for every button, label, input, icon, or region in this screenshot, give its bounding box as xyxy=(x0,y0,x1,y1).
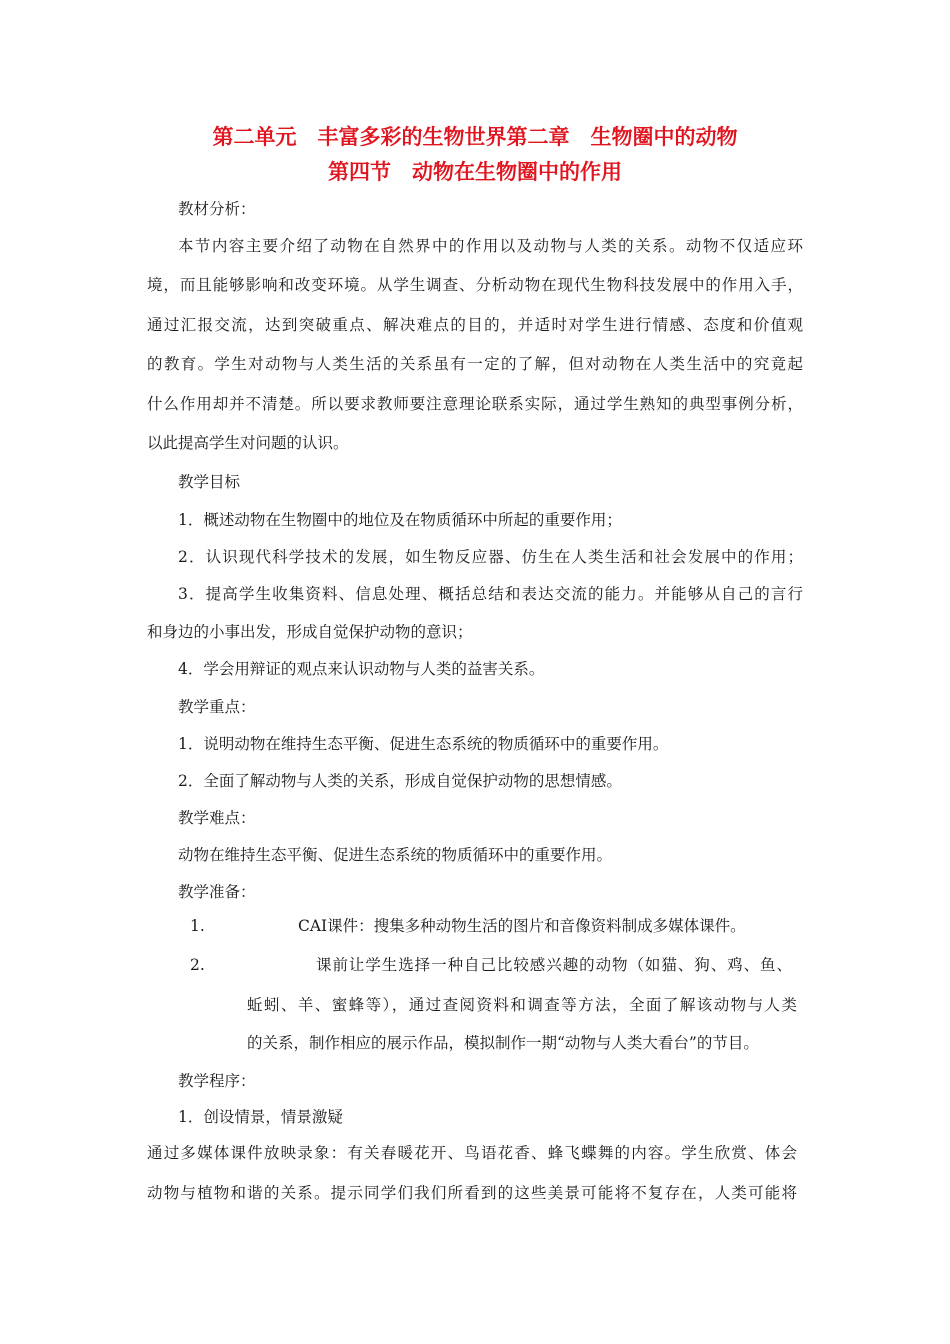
preparation-item-text: 蚯蚓、羊、蜜蜂等），通过查阅资料和调查等方法，全面了解该动物与人类 xyxy=(247,996,797,1014)
document-title-line-1: 第二单元 丰富多彩的生物世界第二章 生物圈中的动物 xyxy=(212,125,738,149)
analysis-paragraph-line: 以此提高学生对问题的认识。 xyxy=(147,434,349,452)
document-title-line-2: 第四节 动物在生物圈中的作用 xyxy=(328,160,622,184)
preparation-heading: 教学准备： xyxy=(178,883,256,901)
objective-item: 2．认识现代科学技术的发展，如生物反应器、仿生在人类生活和社会发展中的作用； xyxy=(178,548,803,566)
key-point-item: 1．说明动物在维持生态平衡、促进生态系统的物质循环中的重要作用。 xyxy=(178,735,669,753)
key-points-heading: 教学重点： xyxy=(178,698,256,716)
analysis-paragraph-line: 的教育。学生对动物与人类生活的关系虽有一定的了解，但对动物在人类生活中的究竟起 xyxy=(147,355,803,373)
objective-item: 1．概述动物在生物圈中的地位及在物质循环中所起的重要作用； xyxy=(178,511,622,529)
key-point-item: 2．全面了解动物与人类的关系，形成自觉保护动物的思想情感。 xyxy=(178,772,622,790)
procedure-step-title: 1．创设情景，情景激疑 xyxy=(178,1108,343,1126)
analysis-paragraph-line: 什么作用却并不清楚。所以要求教师要注意理论联系实际，通过学生熟知的典型事例分析， xyxy=(147,395,803,413)
analysis-paragraph-line: 本节内容主要介绍了动物在自然界中的作用以及动物与人类的关系。动物不仅适应环 xyxy=(178,237,803,255)
objective-item-continued: 和身边的小事出发，形成自觉保护动物的意识； xyxy=(147,623,473,641)
objectives-heading: 教学目标 xyxy=(178,473,241,491)
objective-item: 3．提高学生收集资料、信息处理、概括总结和表达交流的能力。并能够从自己的言行 xyxy=(178,585,803,603)
procedure-heading: 教学程序： xyxy=(178,1072,256,1090)
preparation-item-number: 1. xyxy=(190,917,205,935)
analysis-paragraph-line: 通过汇报交流，达到突破重点、解决难点的目的，并适时对学生进行情感、态度和价值观 xyxy=(147,316,803,334)
objective-item: 4．学会用辩证的观点来认识动物与人类的益害关系。 xyxy=(178,660,545,678)
preparation-item-text: 的关系，制作相应的展示作品，模拟制作一期“动物与人类大看台”的节目。 xyxy=(247,1034,759,1052)
procedure-paragraph-line: 通过多媒体课件放映录象：有关春暖花开、鸟语花香、蜂飞蝶舞的内容。学生欣赏、体会 xyxy=(147,1144,797,1162)
analysis-paragraph-line: 境，而且能够影响和改变环境。从学生调查、分析动物在现代生物科技发展中的作用入手， xyxy=(147,276,803,294)
preparation-item-text: 课前让学生选择一种自己比较感兴趣的动物（如猫、狗、鸡、鱼、 xyxy=(316,956,792,974)
difficulty-item: 动物在维持生态平衡、促进生态系统的物质循环中的重要作用。 xyxy=(178,846,613,864)
preparation-item-text: CAI课件：搜集多种动物生活的图片和音像资料制成多媒体课件。 xyxy=(298,917,746,935)
preparation-item-number: 2. xyxy=(190,956,205,974)
difficulties-heading: 教学难点： xyxy=(178,809,256,827)
analysis-heading: 教材分析： xyxy=(178,200,256,218)
procedure-paragraph-line: 动物与植物和谐的关系。提示同学们我们所看到的这些美景可能将不复存在，人类可能将 xyxy=(147,1184,797,1202)
